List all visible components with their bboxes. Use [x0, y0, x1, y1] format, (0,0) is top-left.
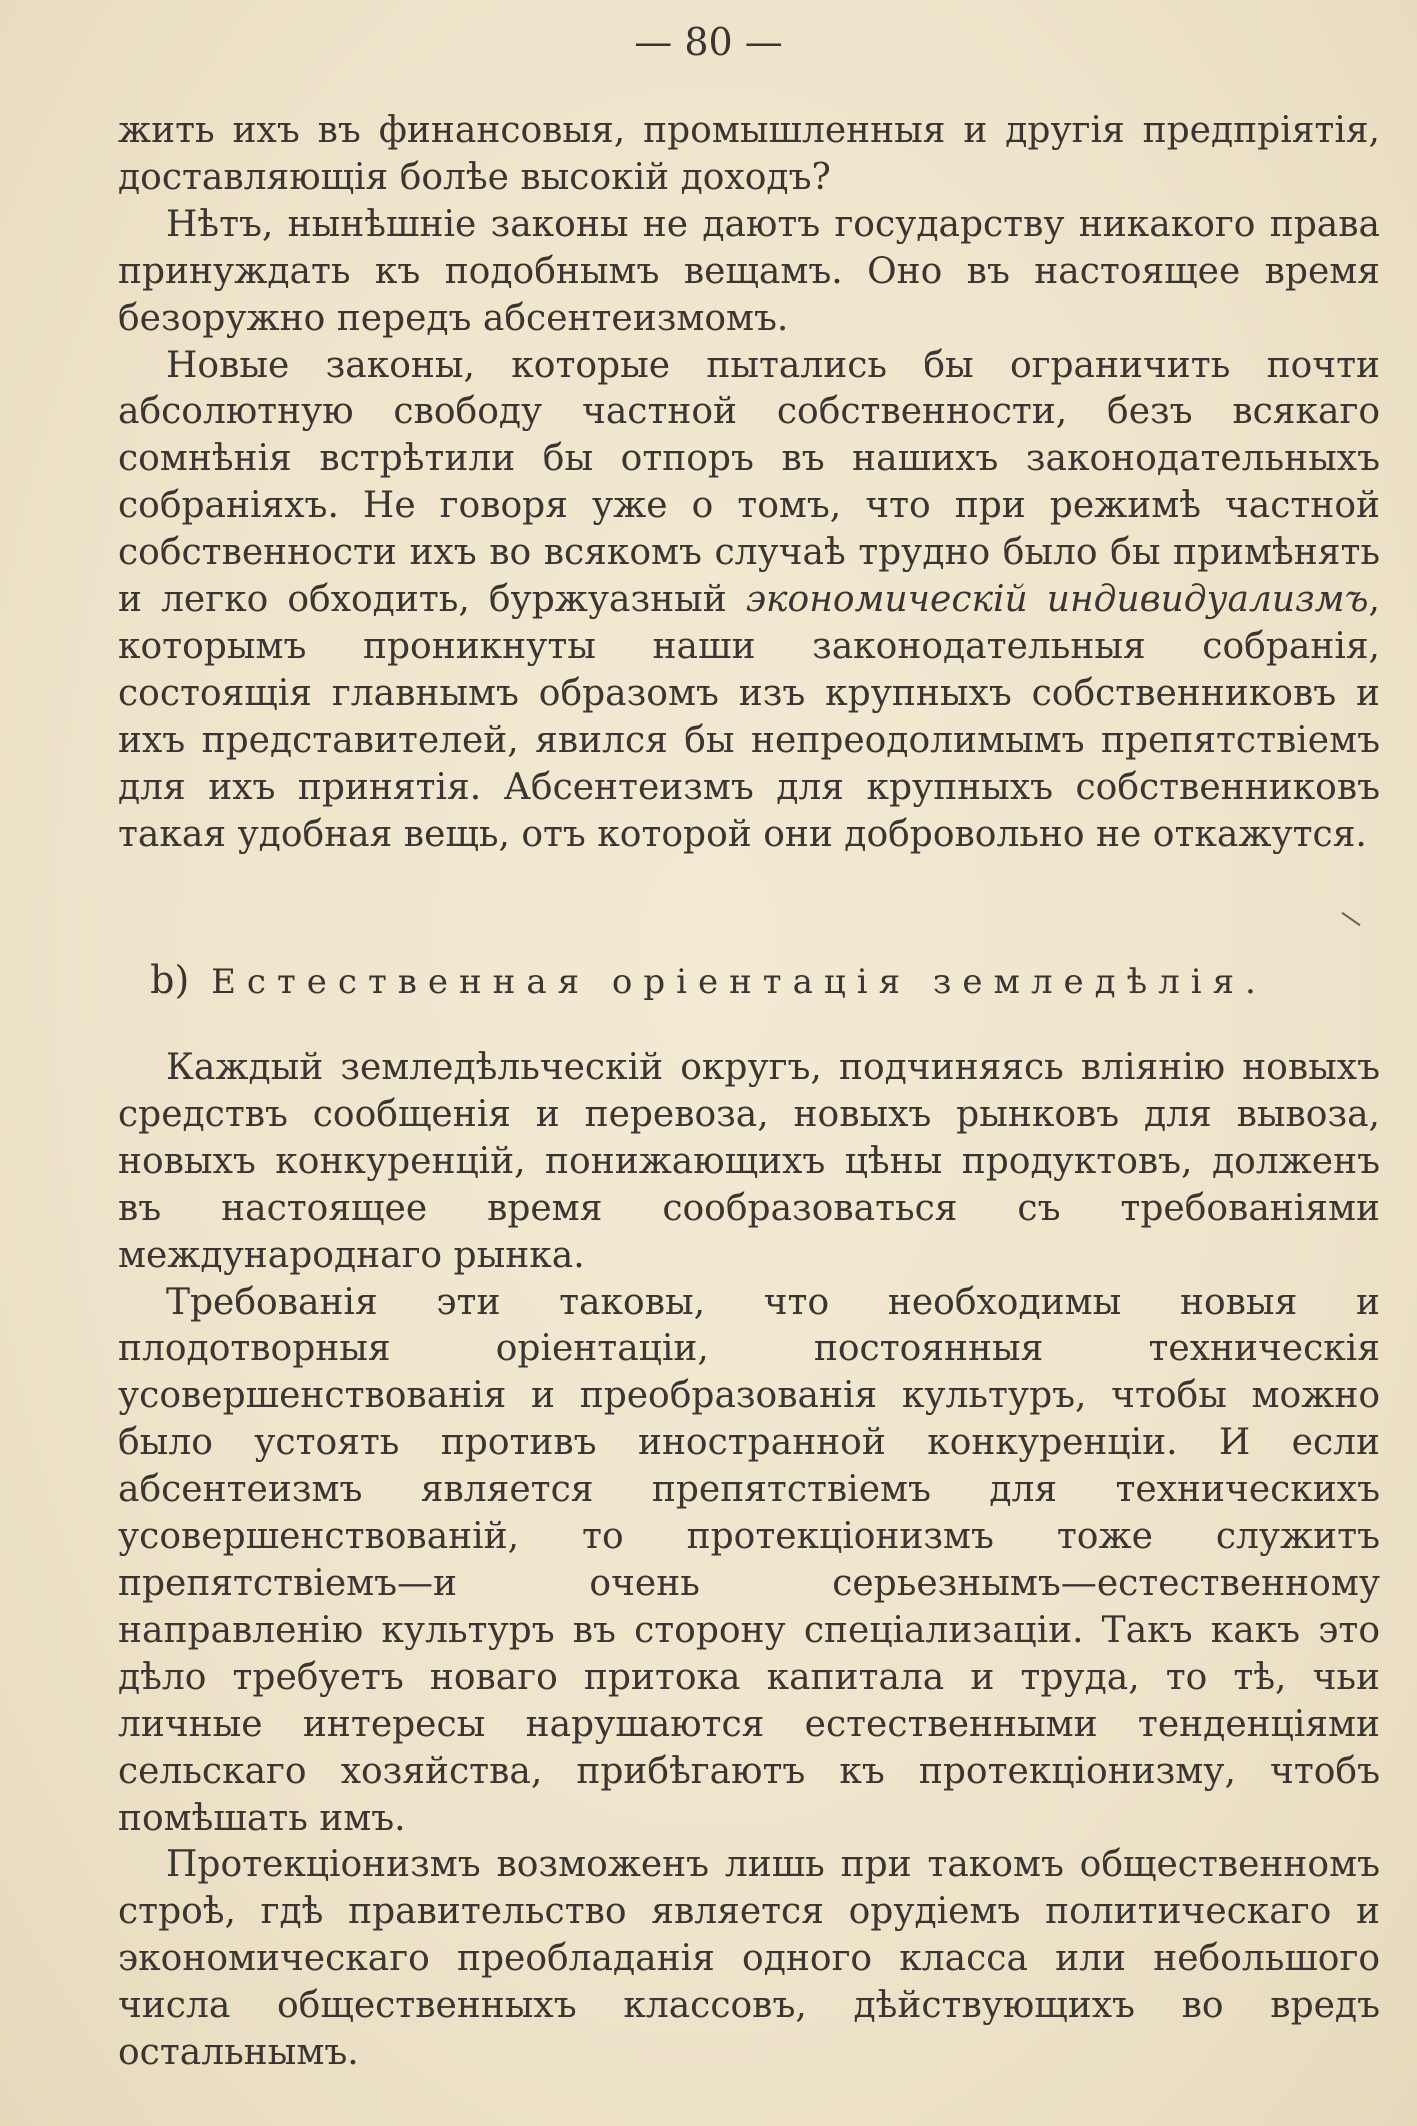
page-number: — 80 — — [634, 20, 783, 64]
paragraph-new-laws — [118, 343, 1380, 859]
print-mark — [1341, 912, 1360, 926]
bottom-text-block — [118, 1045, 1380, 2077]
italic-term: экономическій индивидуализмъ — [745, 579, 1369, 621]
section-letter: b) — [150, 958, 190, 1002]
paragraph-new-laws-text-2: , которымъ проникнуты наши законодательныя собранія, состоящія главнымъ образомъ изъ крупныхъ собственниковъ и ихъ представителей, явился бы непреодолимымъ препятствіемъ для ихъ принятія. Абсентеизмъ для крупныхъ собственниковъ такая удобная вещь, отъ которой они добровольно не откажутся. — [118, 579, 1380, 855]
section-title: Естественная оріентація земледѣлія. — [211, 962, 1267, 1002]
paragraph-requirements: Требованія эти таковы, что необходимы новыя и плодотворныя оріентаціи, постоянныя техническія усовершенствованія и преобразованія культуръ, чтобы можно было устоять противъ иностранной конкуренціи. И если абсентеизмъ является препятствіемъ для техническихъ усовершенствованій, то протекціонизмъ тоже служитъ препятствіемъ—и очень серьезнымъ—естественному направленію культуръ въ сторону спеціализаціи. Такъ какъ это дѣло требуетъ новаго притока капитала и труда, то тѣ, чьи личные интересы нарушаются естественными тенденціями сельскаго хозяйства, прибѣгаютъ къ протекціонизму, чтобъ помѣшать имъ. — [118, 1281, 1380, 1839]
paragraph-continuation: жить ихъ въ финансовыя, промышленныя и другія предпріятія, доставляющія болѣе высокій доходъ? — [118, 110, 1380, 198]
top-text-block — [118, 108, 1380, 859]
paragraph-protectionism: Протекціонизмъ возможенъ лишь при такомъ общественномъ строѣ, гдѣ правительство является орудіемъ политическаго и экономическаго преобладанія одного класса или небольшого числа общественныхъ классовъ, дѣйствующихъ во вредъ остальнымъ. — [118, 1844, 1380, 2074]
section-heading — [0, 958, 1417, 1002]
paragraph-laws: Нѣтъ, нынѣшніе законы не даютъ государству никакого права принуждать къ подобнымъ вещамъ. Оно въ настоящее время безоружно передъ абсентеизмомъ. — [118, 203, 1380, 339]
paragraph-new-laws-text-1: Новые законы, которые пытались бы ограничить почти абсолютную свободу частной собственности, безъ всякаго сомнѣнія встрѣтили бы отпоръ въ нашихъ законодательныхъ собраніяхъ. Не говоря уже о томъ, что при режимѣ частной собственности ихъ во всякомъ случаѣ трудно было бы примѣнять и легко обходить, буржуазный — [118, 344, 1380, 621]
paragraph-district: Каждый земледѣльческій округъ, подчиняясь вліянію новыхъ средствъ сообщенія и перевоза, новыхъ рынковъ для вывоза, новыхъ конкуренцій, понижающихъ цѣны продуктовъ, долженъ въ настоящее время сообразоваться съ требованіями международнаго рынка. — [118, 1047, 1380, 1276]
